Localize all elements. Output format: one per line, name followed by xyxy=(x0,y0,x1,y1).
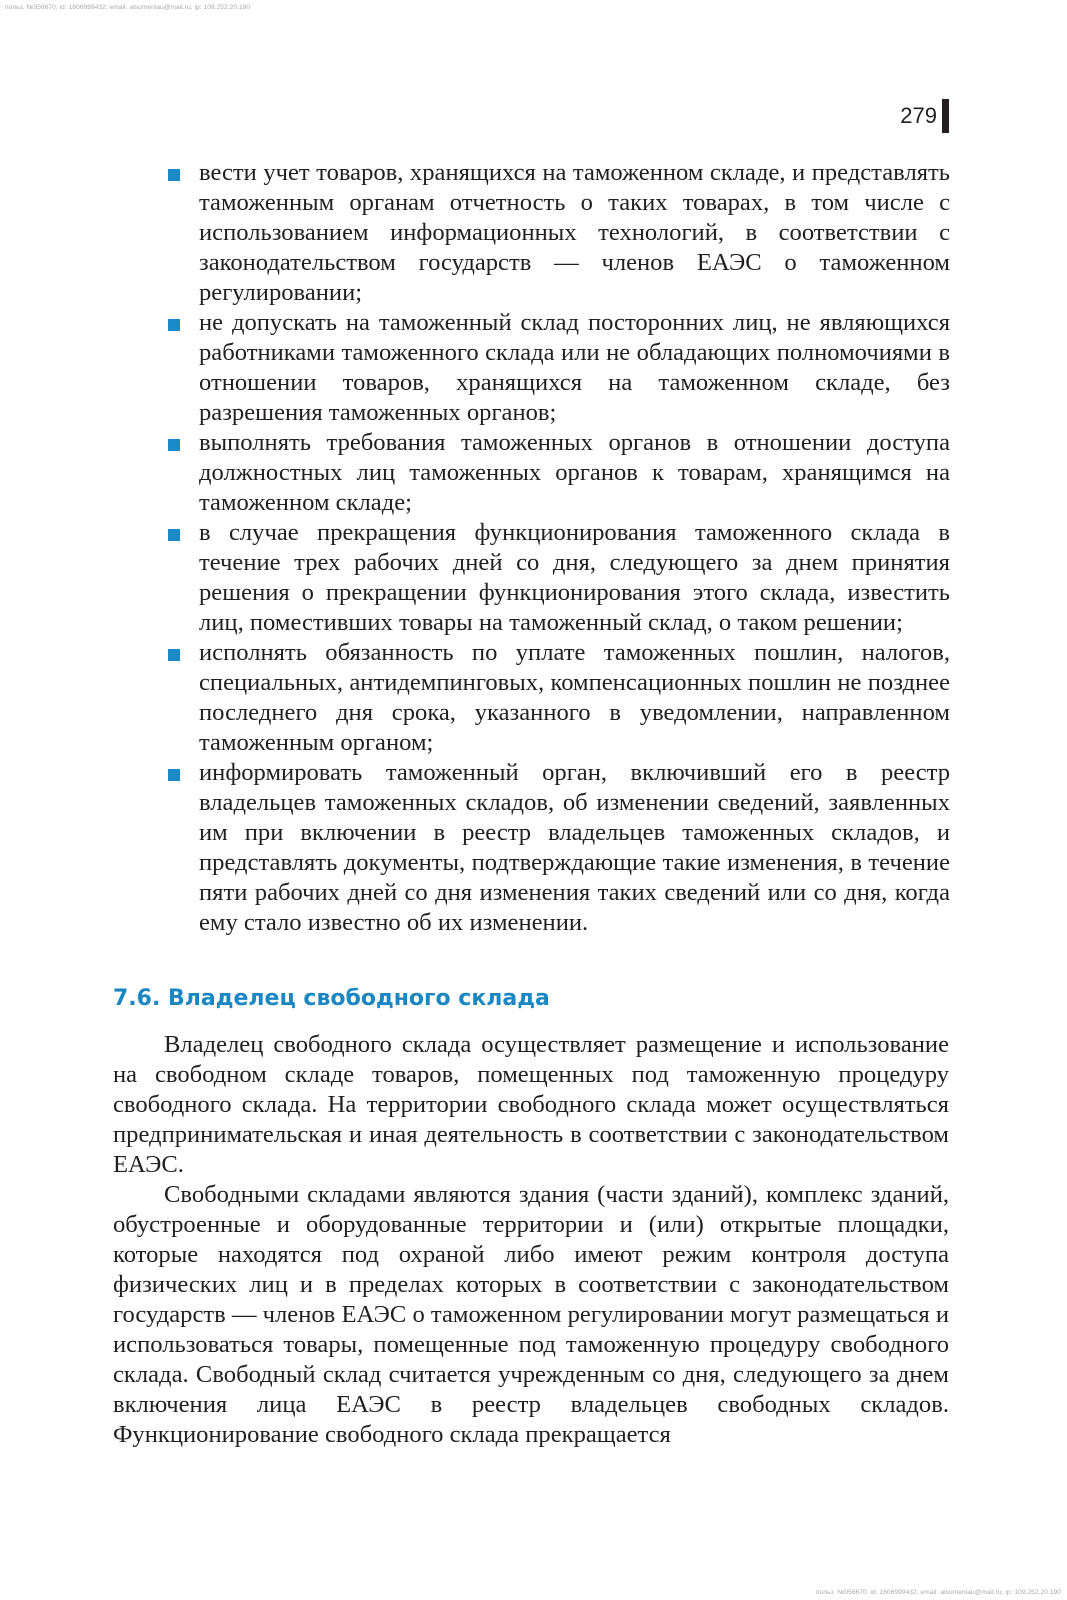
square-bullet-icon xyxy=(168,529,180,541)
paragraph: Владелец свободного склада осуществляет размещение и использование на свободном складе товаров, помещенных под таможенную процедуру свободного склада. На территории свободного склада может осуществляться предпринимательская и иная деятельность в соответствии с законодательством ЕАЭС. xyxy=(113,1031,949,1178)
list-item-text: в случае прекращения функционирования таможенного склада в течение трех рабочих дней со дня, следующего за днем принятия решения о прекращении функционирования этого склада, известить лиц, поместивших товары на таможенный склад, о таком решении; xyxy=(199,519,950,636)
list-item xyxy=(168,428,950,518)
square-bullet-icon xyxy=(168,319,180,331)
section-heading: 7.6. Владелец свободного склада xyxy=(113,986,550,1011)
list-item-text: не допускать на таможенный склад посторонних лиц, не являющихся работниками таможенного склада или не обладающих полномочиями в отношении товаров, хранящихся на таможенном складе, без разрешения таможенных органов; xyxy=(199,309,950,426)
square-bullet-icon xyxy=(168,769,180,781)
page-number: 279 xyxy=(900,103,937,128)
section-body xyxy=(113,1030,949,1450)
list-item xyxy=(168,758,950,938)
list-item-text: информировать таможенный орган, включивший его в реестр владельцев таможенных складов, об изменении сведений, заявленных им при включении в реестр владельцев таможенных складов, и представлять документы, подтверждающие такие изменения, в течение пяти рабочих дней со дня изменения таких сведений или со дня, когда ему стало известно об их изменении. xyxy=(199,759,950,936)
paragraph: Свободными складами являются здания (части зданий), комплекс зданий, обустроенные и оборудованные территории и (или) открытые площадки, которые находятся под охраной либо имеют режим контроля доступа физических лиц и в пределах которых в соответствии с законодательством государств — членов ЕАЭС о таможенном регулировании могут размещаться и использоваться товары, помещенные под таможенную процедуру свободного склада. Свободный склад считается учрежденным со дня, следующего за днем включения лица ЕАЭС в реестр владельцев свободных складов. Функционирование свободного склада прекращается xyxy=(113,1181,949,1448)
list-item xyxy=(168,158,950,308)
list-item xyxy=(168,518,950,638)
watermark-bottom: польз. №956670; id: 1606999432; email: alsumenlau@mail.ru; ip: 109.252.20.190 xyxy=(815,1589,1061,1596)
square-bullet-icon xyxy=(168,439,180,451)
list-item-text: вести учет товаров, хранящихся на таможенном складе, и представлять таможенным органам отчетность о таких товарах, в том числе с использованием информационных технологий, в соответствии с законодательством государств — членов ЕАЭС о таможенном регулировании; xyxy=(199,159,950,306)
list-item-text: выполнять требования таможенных органов в отношении доступа должностных лиц таможенных органов к товарам, хранящимся на таможенном складе; xyxy=(199,429,950,516)
watermark-top: польз. №956670; id: 1606999432; email: alsumenlau@mail.ru; ip: 109.252.20.190 xyxy=(5,4,251,11)
list-item xyxy=(168,308,950,428)
square-bullet-icon xyxy=(168,649,180,661)
square-bullet-icon xyxy=(168,169,180,181)
list-item-text: исполнять обязанность по уплате таможенных пошлин, налогов, специальных, антидемпинговых, компенсационных пошлин не позднее последнего дня срока, указанного в уведомлении, направленном таможенным органом; xyxy=(199,639,950,756)
list-item xyxy=(168,638,950,758)
page-number-bar xyxy=(942,99,949,133)
bullet-list xyxy=(168,158,950,938)
